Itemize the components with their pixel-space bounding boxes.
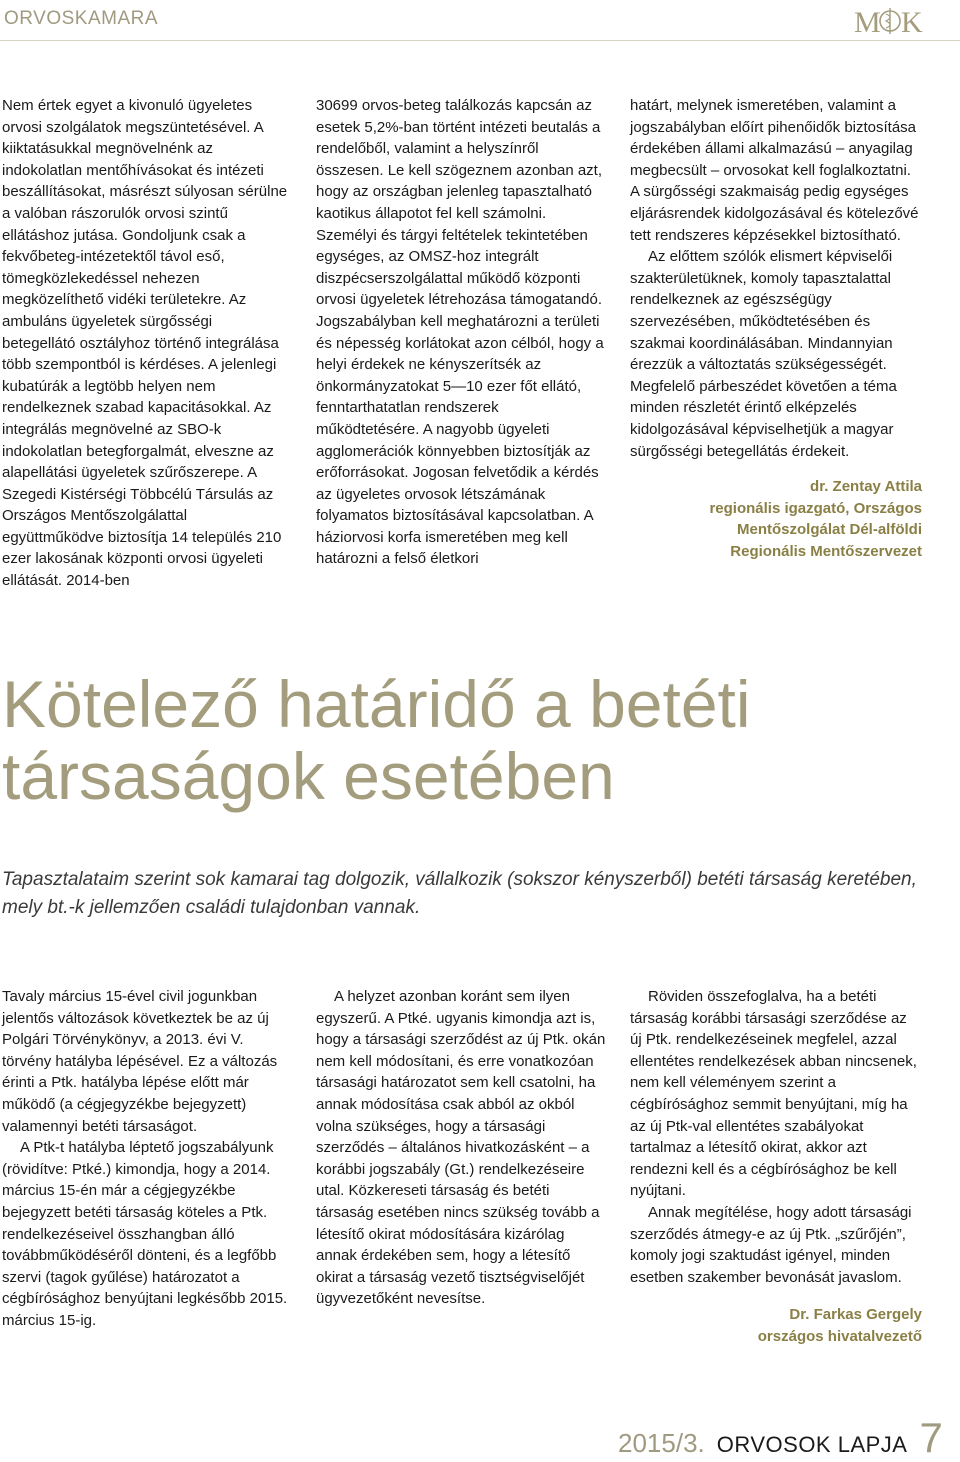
logo-letter-m: M [854, 6, 881, 39]
article2-column-2 [316, 986, 606, 1310]
paragraph: Nem értek egyet a kivonuló ügyeletes orvosi szolgálatok megszüntetésével. A kiiktatásukkal megnövelnénk az indokolatlan mentőhívásokat és intézeti beszállításokat, másrészt súlyosan sérülne a valóban rászorulók orvosi szintű ellátáshoz jutása. Gondoljunk csak a fekvőbeteg-intézetektől távol eső, tömegközlekedéssel nehezen megközelíthető vidéki területekre. Az ambuláns ügyeletek sürgősségi betegellátó osztályhoz történő integrálása több szempontból is kérdéses. A jelenlegi kubatúrák a legtöbb helyen nem rendelkeznek szabad kapacitásokkal. Az integrálás megnövelné az SBO-k indokolatlan betegforgalmát, elveszne az alapellátási ügyeletek szűrőszerepe. A Szegedi Kistérségi Többcélú Társulás az Országos Mentőszolgálattal együttműködve biztosítja 14 település 210 ezer lakosának központi orvosi ügyeleti ellátását. 2014-ben [2, 97, 288, 590]
headline-line: Kötelező határidő a betéti [2, 667, 751, 741]
paragraph: Röviden összefoglalva, ha a betéti társaság korábbi társasági szerződése az új Ptk. rendelkezéseinek megfelel, azzal ellentétes rendelkezések abban nincsenek, nem kell véleményem szerint a cégbírósághoz semmit benyújtani, míg ha az új Ptk-val ellentétes szabályokat tartalmaz a létesítő okirat, akkor azt rendezni kell és a cégbírósághoz be kell nyújtani. [630, 988, 917, 1200]
author-signature [630, 1304, 922, 1347]
mok-logo [852, 2, 923, 39]
magazine-name: ORVOSOK LAPJA [716, 1432, 908, 1457]
author-name: Dr. Farkas Gergely [789, 1306, 922, 1324]
issue-number: 2015/3. [618, 1428, 705, 1458]
header-rule [0, 40, 960, 41]
article1-column-1 [2, 95, 288, 592]
article-headline [2, 668, 751, 812]
article1-column-3 [630, 95, 922, 562]
author-signature [630, 476, 922, 562]
paragraph: Az előttem szólók elismert képviselői szakterületüknek, komoly tapasztalattal rendelkeznek az egészségügy szervezésében, működtetésében és szakmai koordinálásában. Mindannyian érezzük a változtatás szükségességét. Megfelelő párbeszédet követően a téma minden részletét érintő elképzelés kidolgozásával képviselhetjük a magyar sürgősségi betegellátás érdekeit. [630, 248, 897, 460]
page-number: 7 [919, 1414, 943, 1461]
author-name: dr. Zentay Attila [810, 478, 922, 496]
author-title: Regionális Mentőszervezet [730, 542, 922, 560]
paragraph: Annak megítélése, hogy adott társasági szerződés átmegy-e az új Ptk. „szűrőjén”, komoly jogi szaktudást igényel, minden esetben szakember bevonását javaslom. [630, 1203, 912, 1286]
author-title: regionális igazgató, Országos [709, 499, 922, 517]
paragraph: A Ptk-t hatályba léptető jogszabályunk (rövidítve: Ptké.) kimondja, hogy a 2014. március 15-én már a cégjegyzékbe bejegyzett betéti társaság köteles a Ptk. rendelkezéseivel összhangban álló továbbműködéséről dönteni, és a legfőbb szervi (tagok gyűlése) határozatot a cégbírósághoz benyújtani legkésőbb 2015. március 15-ig. [2, 1139, 288, 1329]
article2-column-1 [2, 986, 288, 1332]
page-footer [618, 1414, 943, 1461]
paragraph: határt, melynek ismeretében, valamint a jogszabályban előírt pihenőidők biztosítása érdekében állami alkalmazású – anyagilag megbecsült – orvosokat kell foglalkoztatni. A sürgősségi szakmaiság pedig egységes eljárásrendek kidolgozásával és kötelezővé tett rendszeres képzésekkel biztosítható. [630, 97, 919, 244]
section-title: ORVOSKAMARA [4, 8, 159, 29]
article2-column-3 [630, 986, 922, 1348]
paragraph: 30699 orvos-beteg találkozás kapcsán az esetek 5,2%-ban történt intézeti beutalás a rendelőből, valamint a helyszínről összesen. Le kell szögeznem azonban azt, hogy az országban jelenleg tapasztalható kaotikus állapotot fel kell számolni. Személyi és tárgyi feltételek tekintetében egységes, az OMSZ-hoz integrált diszpécserszolgálattal működő központi orvosi ügyeletek létrehozása támogatandó. Jogszabályban kell meghatározni a területi és népesség korlátokat azon célból, hogy a helyi érdekek ne kényszerítsék az önkormányzatokat 5—10 ezer főt ellátó, fenntarthatatlan rendszerek működtetésére. A nagyobb ügyeleti agglomerációk könnyebben biztosítják az erőforrásokat. Jogosan felvetődik a kérdés az ügyeletes orvosok létszámának folyamatos biztosításával kapcsolatban. A háziorvosi korfa ismeretében meg kell határozni a felső életkori [316, 97, 604, 568]
logo-letter-k: K [901, 6, 923, 39]
article1-column-2 [316, 95, 606, 570]
paragraph: A helyzet azonban koránt sem ilyen egyszerű. A Ptké. ugyanis kimondja azt is, hogy a társasági szerződést az új Ptk. okán nem kell módosítani, és erre vonatkozóan társasági határozatot sem kell csatolni, ha annak módosítása csak abból az okból volna szükséges, hogy a társasági szerződés – általános hivatkozásként – a korábbi jogszabály (Gt.) rendelkezéseire utal. Közkereseti társaság és betéti társaság esetében nincs szükség tovább a létesítő okirat módosítására kizárólag annak érdekében sem, hogy a létesítő okirat a társaság vezető tisztségviselőjét ügyvezetőként nevesítse. [316, 988, 606, 1308]
paragraph: Tavaly március 15-ével civil jogunkban jelentős változások következtek be az új Polgári Törvénykönyv, a 2013. évi V. törvény hatályba lépésével. Ez a változás érinti a Ptk. hatályba lépése előtt már működő (a cégjegyzékbe bejegyzett) valamennyi betéti társaságot. [2, 988, 278, 1135]
article-lead: Tapasztalataim szerint sok kamarai tag dolgozik, vállalkozik (sokszor kényszerből) betéti társaság keretében, mely bt.-k jellemzően családi tulajdonban vannak. [2, 869, 917, 918]
headline-line: társaságok esetében [2, 739, 615, 813]
author-title: Mentőszolgálat Dél-alföldi [736, 521, 922, 539]
author-title: országos hivatalvezető [757, 1327, 922, 1345]
